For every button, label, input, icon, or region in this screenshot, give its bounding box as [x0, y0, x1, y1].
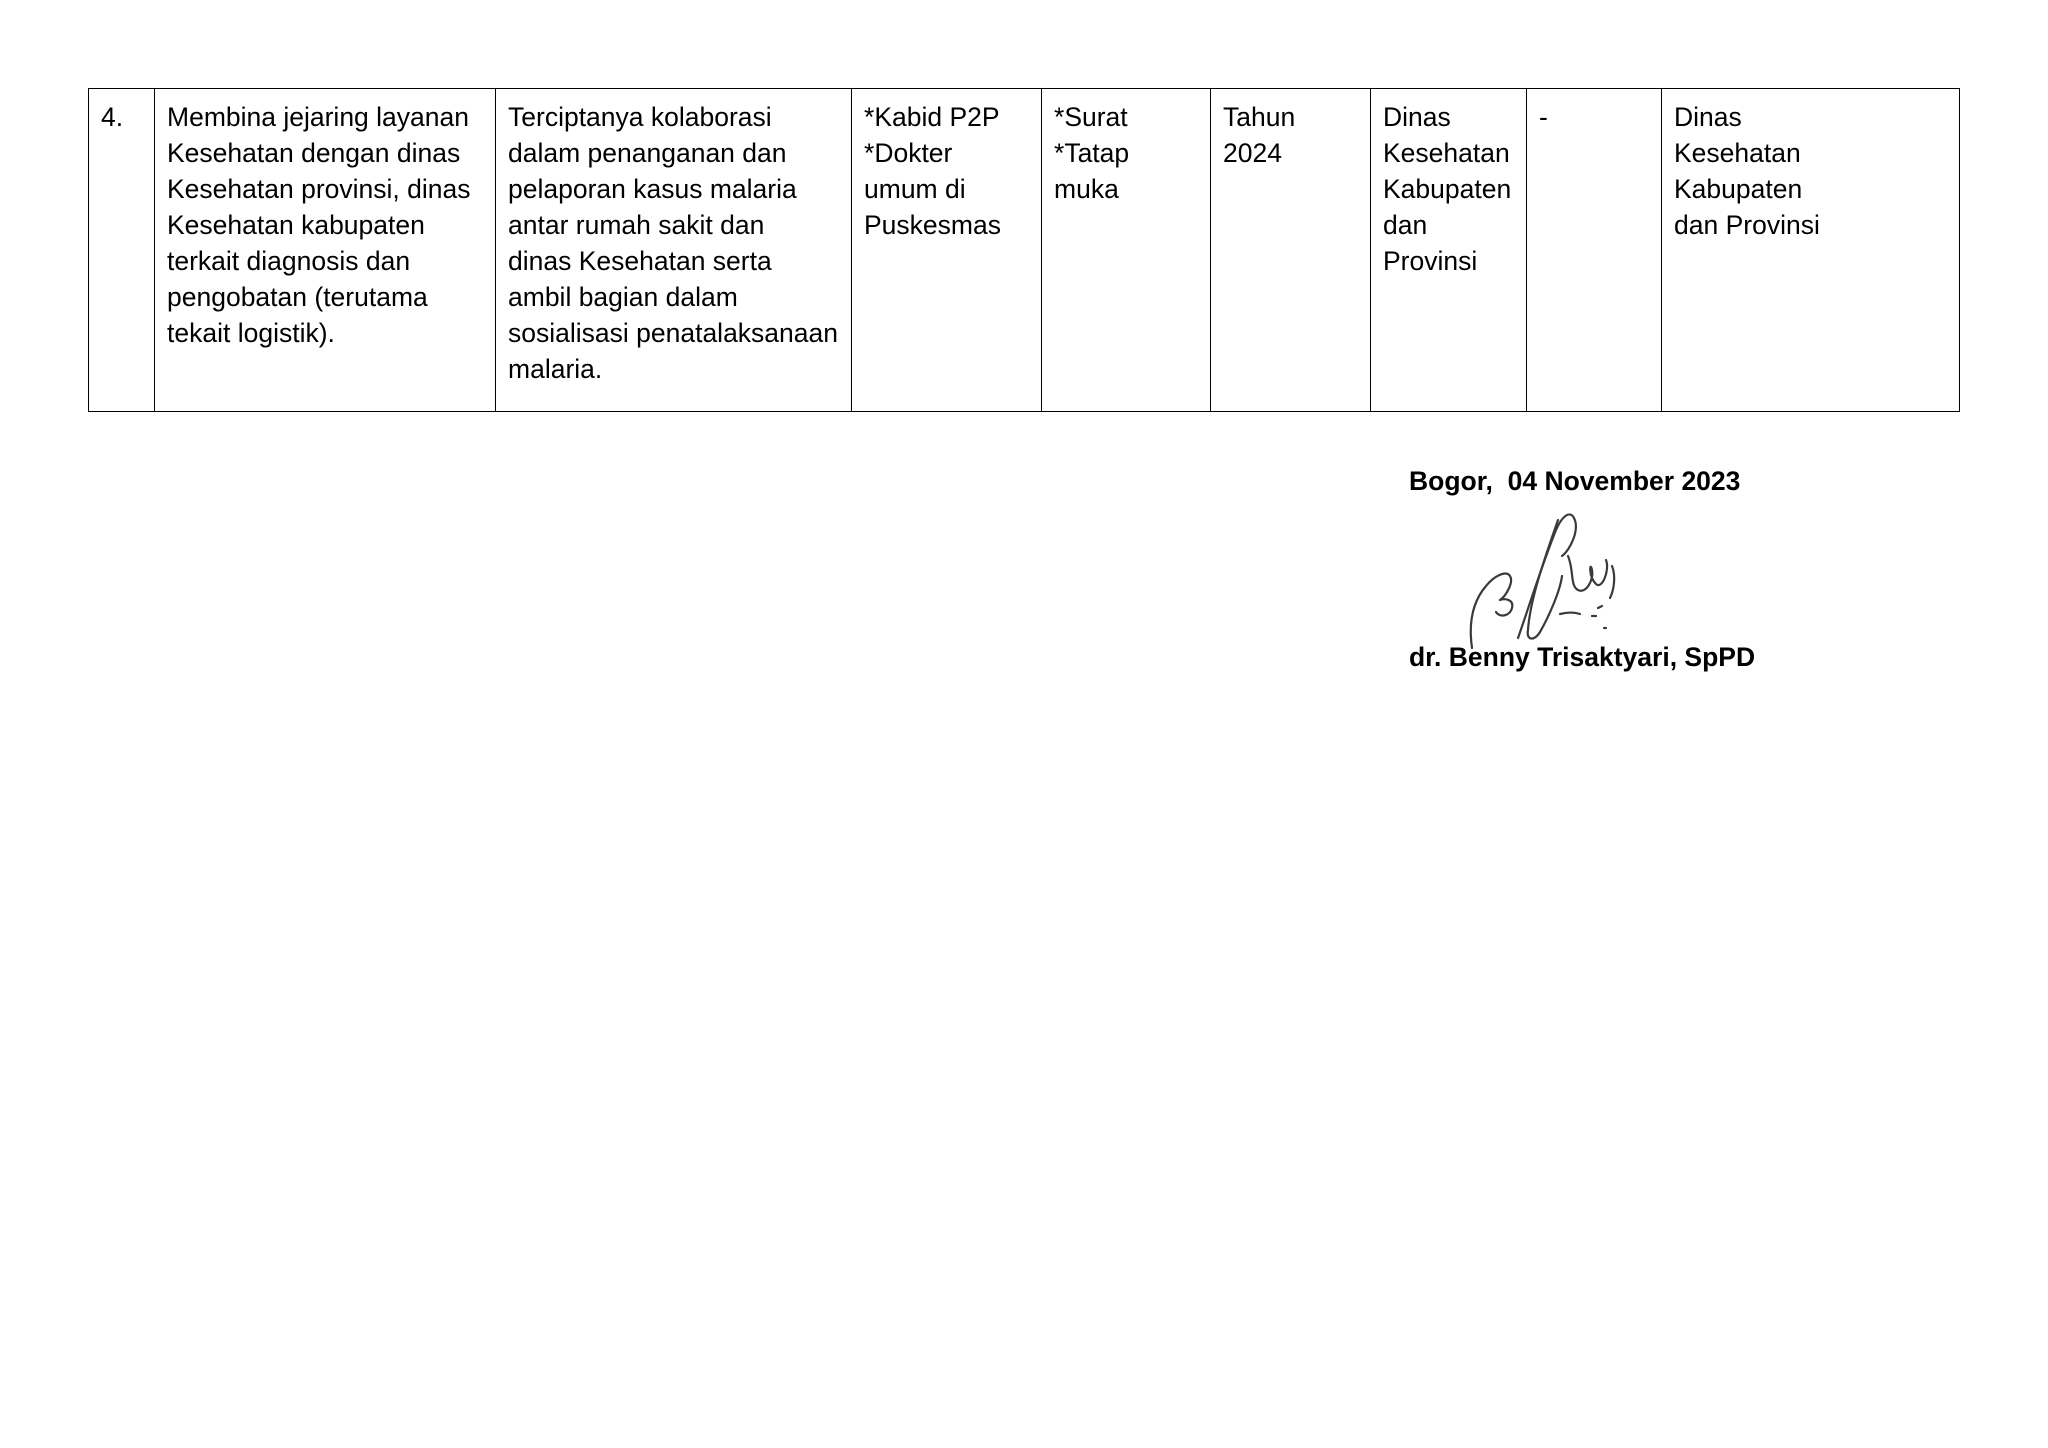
time-cell: [1211, 89, 1371, 412]
cell-text-line: Tahun: [1223, 102, 1296, 132]
cell-text-line: Terciptanya kolaborasi: [508, 102, 772, 132]
cell-text-line: *Tatap: [1054, 138, 1130, 168]
cell-text-line: Puskesmas: [864, 210, 1001, 240]
cell-text-line: -: [1539, 102, 1548, 132]
place-date: Bogor, 04 November 2023: [1409, 466, 1741, 496]
cell-text-line: antar rumah sakit dan: [508, 210, 765, 240]
cell-text-line: Kabupaten: [1383, 174, 1512, 204]
activity-cell: [155, 89, 496, 412]
cell-text-line: sosialisasi penatalaksanaan: [508, 318, 838, 348]
cell-text-line: tekait logistik).: [167, 318, 335, 348]
cell-text-line: *Surat: [1054, 102, 1128, 132]
cell-text-line: Kesehatan dengan dinas: [167, 138, 461, 168]
cell-text-line: pelaporan kasus malaria: [508, 174, 797, 204]
table-row: [89, 89, 1960, 412]
budget-cell: [1527, 89, 1662, 412]
cell-text-line: dan: [1383, 210, 1428, 240]
cell-text-line: Dinas: [1383, 102, 1451, 132]
cell-text-line: 2024: [1223, 138, 1282, 168]
cell-text-line: Kabupaten: [1674, 174, 1803, 204]
row-number: 4.: [101, 102, 124, 132]
cell-text-line: dan Provinsi: [1674, 210, 1820, 240]
cell-text-line: ambil bagian dalam: [508, 282, 738, 312]
cell-text-line: dalam penanganan dan: [508, 138, 787, 168]
cell-text-line: Dinas: [1674, 102, 1742, 132]
pic-cell: [1371, 89, 1527, 412]
cell-text-line: Kesehatan: [1674, 138, 1801, 168]
partner-cell: [1662, 89, 1960, 412]
cell-text-line: Kesehatan kabupaten: [167, 210, 425, 240]
method-cell: [1042, 89, 1211, 412]
cell-text-line: Membina jejaring layanan: [167, 102, 469, 132]
cell-text-line: terkait diagnosis dan: [167, 246, 411, 276]
cell-text-line: pengobatan (terutama: [167, 282, 428, 312]
cell-text-line: *Kabid P2P: [864, 102, 1000, 132]
cell-text-line: Kesehatan provinsi, dinas: [167, 174, 471, 204]
target-cell: [852, 89, 1042, 412]
cell-text-line: malaria.: [508, 354, 603, 384]
handwritten-signature: [1410, 500, 1680, 650]
cell-text-line: umum di: [864, 174, 966, 204]
cell-text-line: Kesehatan: [1383, 138, 1510, 168]
cell-text-line: muka: [1054, 174, 1119, 204]
signer-name: dr. Benny Trisaktyari, SpPD: [1409, 642, 1756, 672]
cell-text-line: Provinsi: [1383, 246, 1478, 276]
cell-text-line: *Dokter: [864, 138, 953, 168]
cell-text-line: dinas Kesehatan serta: [508, 246, 772, 276]
row-number-cell: [89, 89, 155, 412]
output-cell: [496, 89, 852, 412]
coordination-plan-table: [88, 88, 1960, 412]
